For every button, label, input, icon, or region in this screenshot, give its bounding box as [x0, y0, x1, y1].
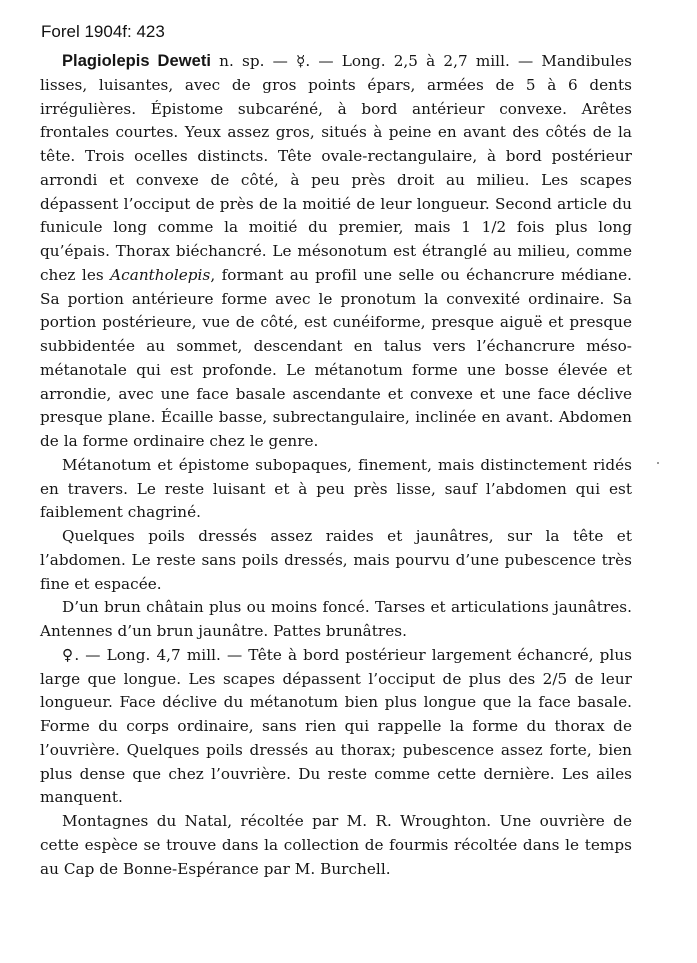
- species-description: [40, 50, 632, 881]
- worker-description-part1: n. sp. — ☿. — Long. 2,5 à 2,7 mill. — Mandibules lisses, luisantes, avec de gros points épars, armées de 5 à 6 dents irrégulières. Épistome subcaréné, à bord antérieur convexe. Arêtes frontales courtes. Yeux assez gros, situés à peine en avant des côtés de la tête. Trois ocelles distincts. Tête ovale-rectangulaire, à bord postérieur arrondi et convexe de côté, à peu près droit au milieu. Les scapes dépassent l’occiput de près de la moitié de leur longueur. Second article du funicule long comme la moitié du premier, mais 1 1/2 fois plus long qu’épais. Thorax biéchancré. Le mésonotum est étranglé au milieu, comme chez les: [40, 52, 632, 284]
- paragraph-locality: Montagnes du Natal, récoltée par M. R. Wroughton. Une ouvrière de cette espèce se trouve dans la collection de fourmis récoltée dans le temps au Cap de Bonne-Espérance par M. Burchell.: [40, 812, 632, 878]
- citation-header: Forel 1904f: 423: [41, 22, 165, 41]
- worker-description-part2: , formant au profil une selle ou échancrure médiane. Sa portion antérieure forme avec le pronotum la convexité ordinaire. Sa portion postérieure, vue de côté, est cunéiforme, presque aiguë et presque subbidentée au sommet, descendant en talus vers l’échancrure méso-métanotale qui est profonde. Le métanotum forme une bosse élevée et arrondie, avec une face basale ascendante et convexe et une face déclive presque plane. Écaille basse, subrectangulaire, inclinée en avant. Abdomen de la forme ordinaire chez le genre.: [40, 265, 632, 450]
- paragraph-worker-morphology: [40, 50, 632, 454]
- paragraph-female: ♀. — Long. 4,7 mill. — Tête à bord postérieur largement échancré, plus large que longue. Les scapes dépassent l’occiput de plus des 2/5 de leur longueur. Face déclive du métanotum bien plus longue que la face basale. Forme du corps ordinaire, sans rien qui rappelle la forme du thorax de l’ouvrière. Quelques poils dressés au thorax; pubescence assez forte, bien plus dense que chez l’ouvrière. Du reste comme cette dernière. Les ailes manquent.: [40, 645, 632, 807]
- species-name: Plagiolepis Deweti: [62, 52, 212, 70]
- paragraph-pilosity: Quelques poils dressés assez raides et jaunâtres, sur la tête et l’abdomen. Le reste sans poils dressés, mais pourvu d’une pubescence très fine et espacée.: [40, 527, 632, 593]
- paragraph-sculpture: Métanotum et épistome subopaques, finement, mais distinctement ridés en travers. Le reste luisant et à peu près lisse, sauf l’abdomen qui est faiblement chagriné.: [40, 455, 632, 522]
- paragraph-color: D’un brun châtain plus ou moins foncé. Tarses et articulations jaunâtres. Antennes d’un brun jaunâtre. Pattes brunâtres.: [40, 598, 632, 640]
- page-speck: [657, 462, 659, 464]
- genus-name-italic: Acantholepis: [110, 265, 211, 284]
